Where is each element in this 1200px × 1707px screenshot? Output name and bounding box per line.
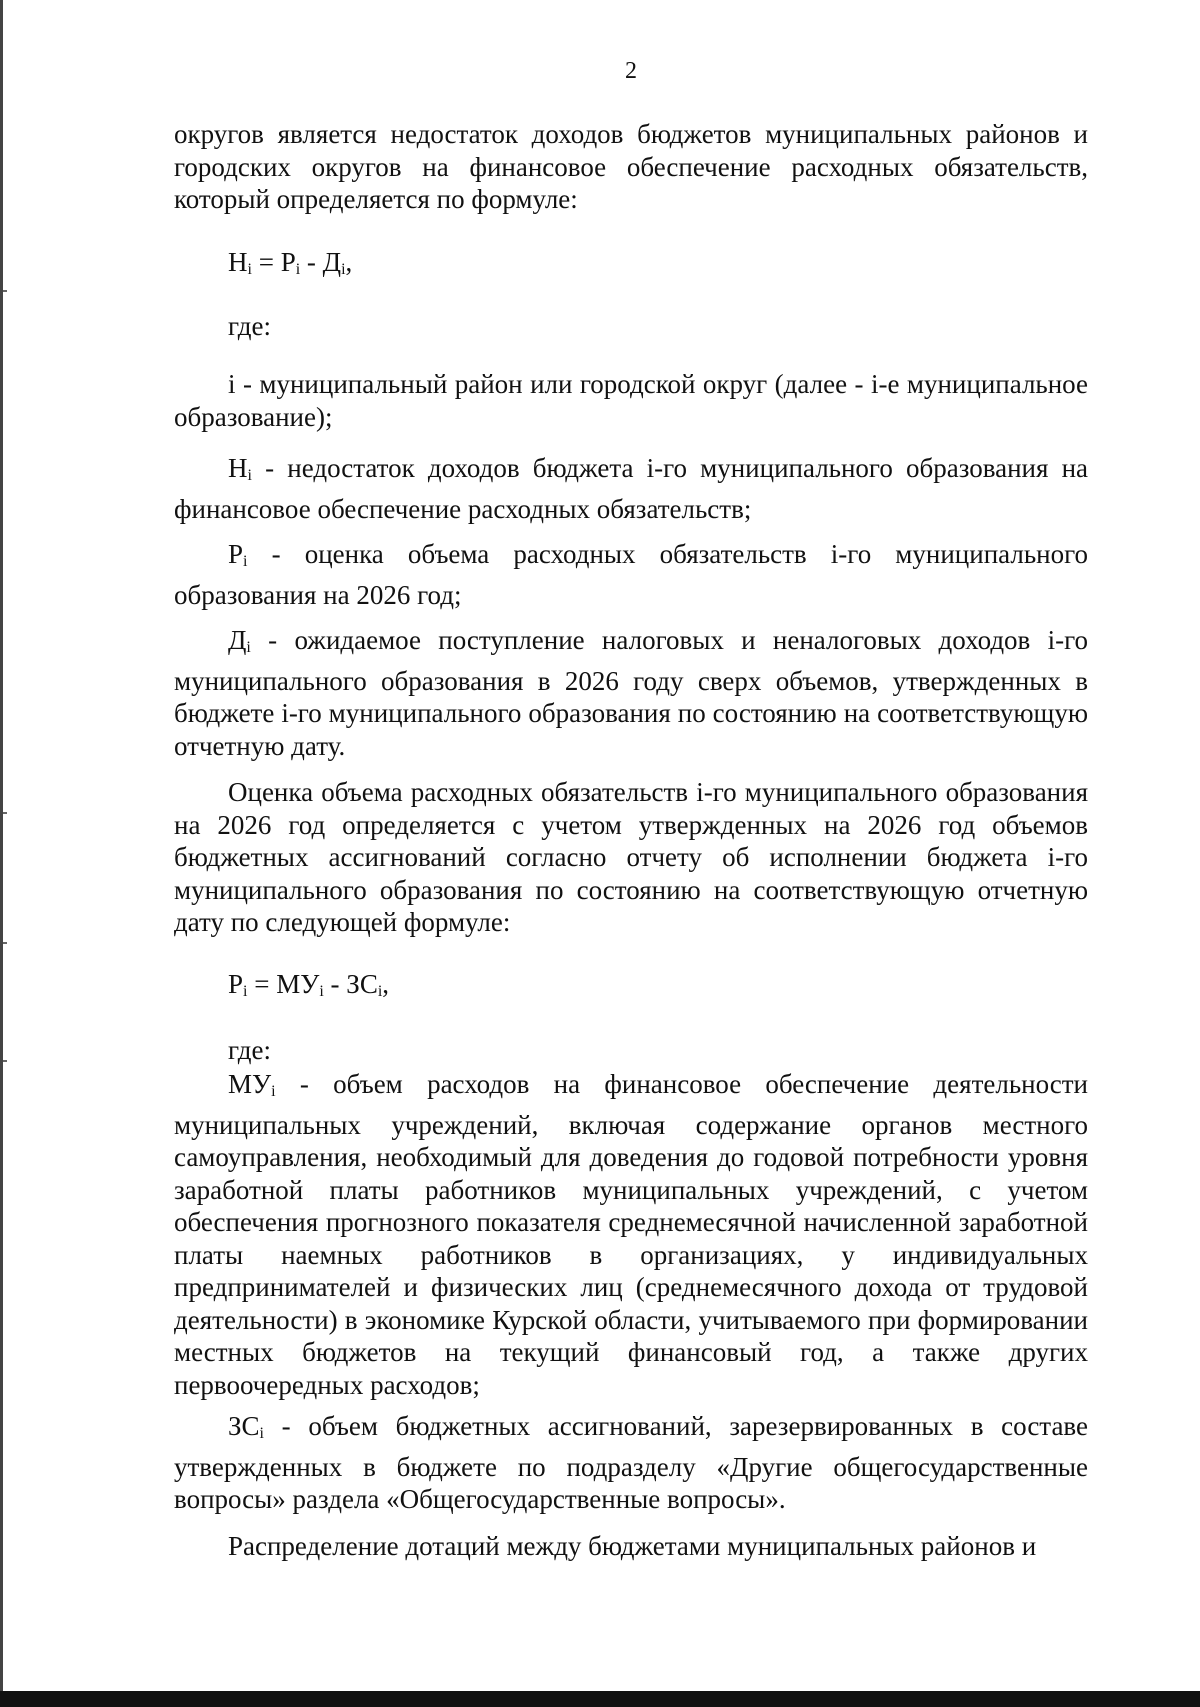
where-label-1: где: bbox=[228, 311, 271, 341]
symbol-r: Р bbox=[280, 247, 296, 277]
subscript-i: i bbox=[259, 1425, 264, 1442]
symbol-r: Р bbox=[228, 539, 244, 569]
scan-bottom-edge bbox=[0, 1691, 1200, 1707]
symbol-d: Д bbox=[228, 625, 247, 655]
symbol-h: Н bbox=[228, 247, 248, 277]
scan-mark bbox=[3, 942, 7, 944]
subscript-i: i bbox=[295, 261, 301, 278]
paragraph-r-definition: Рi - оценка объема расходных обязательств i-го муниципального образования на 2026 год; bbox=[174, 539, 1088, 610]
formula-deficit: Нi = Рi - Дi, bbox=[228, 247, 353, 278]
paragraph-d-definition: Дi - ожидаемое поступление налоговых и неналоговых доходов i-го муниципального образования в 2026 году сверх объемов, утвержденных в бюджете i-го муниципального образования по состоянию на соответствующую отчетную дату. bbox=[174, 625, 1088, 761]
symbol-mu: МУ bbox=[228, 1069, 272, 1099]
symbol-mu: МУ bbox=[276, 969, 320, 999]
subscript-i: i bbox=[377, 983, 383, 1000]
scan-mark bbox=[3, 1060, 7, 1062]
where-label-2: где: bbox=[228, 1035, 271, 1065]
scan-mark bbox=[3, 812, 7, 814]
symbol-d: Д bbox=[322, 247, 342, 277]
subscript-i: i bbox=[243, 983, 248, 1000]
paragraph-h-definition: Нi - недостаток доходов бюджета i-го муниципального образования на финансовое обеспечение расходных обязательств; bbox=[174, 453, 1088, 524]
symbol-r: Р bbox=[228, 969, 244, 999]
subscript-i: i bbox=[243, 553, 248, 570]
subscript-i: i bbox=[247, 261, 252, 278]
scan-left-edge bbox=[0, 0, 3, 1707]
paragraph-intro: округов является недостаток доходов бюджетов муниципальных районов и городских округов на финансовое обеспечение расходных обязательств, который определяется по формуле: bbox=[174, 119, 1088, 214]
page-number: 2 bbox=[625, 58, 637, 84]
symbol-zs: ЗС bbox=[346, 969, 378, 999]
paragraph-estimate: Оценка объема расходных обязательств i-го муниципального образования на 2026 год определяется с учетом утвержденных на 2026 год объемов бюджетных ассигнований согласно отчету об исполнении бюджета i-го муниципального образования по состоянию на соответствующую отчетную дату по следующей формуле: bbox=[174, 777, 1088, 937]
subscript-i: i bbox=[271, 1083, 276, 1100]
paragraph-mu-definition: МУi - объем расходов на финансовое обеспечение деятельности муниципальных учреждений, включая содержание органов местного самоуправления, необходимый для доведения до годовой потребности уровня заработной платы работников муниципальных учреждений, с учетом обеспечения прогнозного показателя среднемесячной начисленной заработной платы наемных работников в организациях, у индивидуальных предпринимателей и физических лиц (среднемесячного дохода от трудовой деятельности) в экономике Курской области, учитываемого при формировании местных бюджетов на текущий финансовый год, а также других первоочередных расходов; bbox=[174, 1069, 1088, 1400]
symbol-zs: ЗС bbox=[228, 1411, 260, 1441]
subscript-i: i bbox=[246, 639, 251, 656]
formula-estimate: Рi = МУi - ЗСi, bbox=[228, 969, 390, 1000]
subscript-i: i bbox=[341, 261, 346, 278]
paragraph-zs-definition: ЗСi - объем бюджетных ассигнований, зарезервированных в составе утвержденных в бюджете по подразделу «Другие общегосударственные вопросы» раздела «Общегосударственные вопросы». bbox=[174, 1411, 1088, 1514]
paragraph-i-definition: i - муниципальный район или городской округ (далее - i-е муниципальное образование); bbox=[174, 369, 1088, 432]
symbol-h: Н bbox=[228, 453, 248, 483]
subscript-i: i bbox=[319, 983, 324, 1000]
scan-mark bbox=[3, 290, 7, 292]
paragraph-distribution: Распределение дотаций между бюджетами муниципальных районов и bbox=[228, 1531, 1037, 1561]
subscript-i: i bbox=[247, 467, 252, 484]
